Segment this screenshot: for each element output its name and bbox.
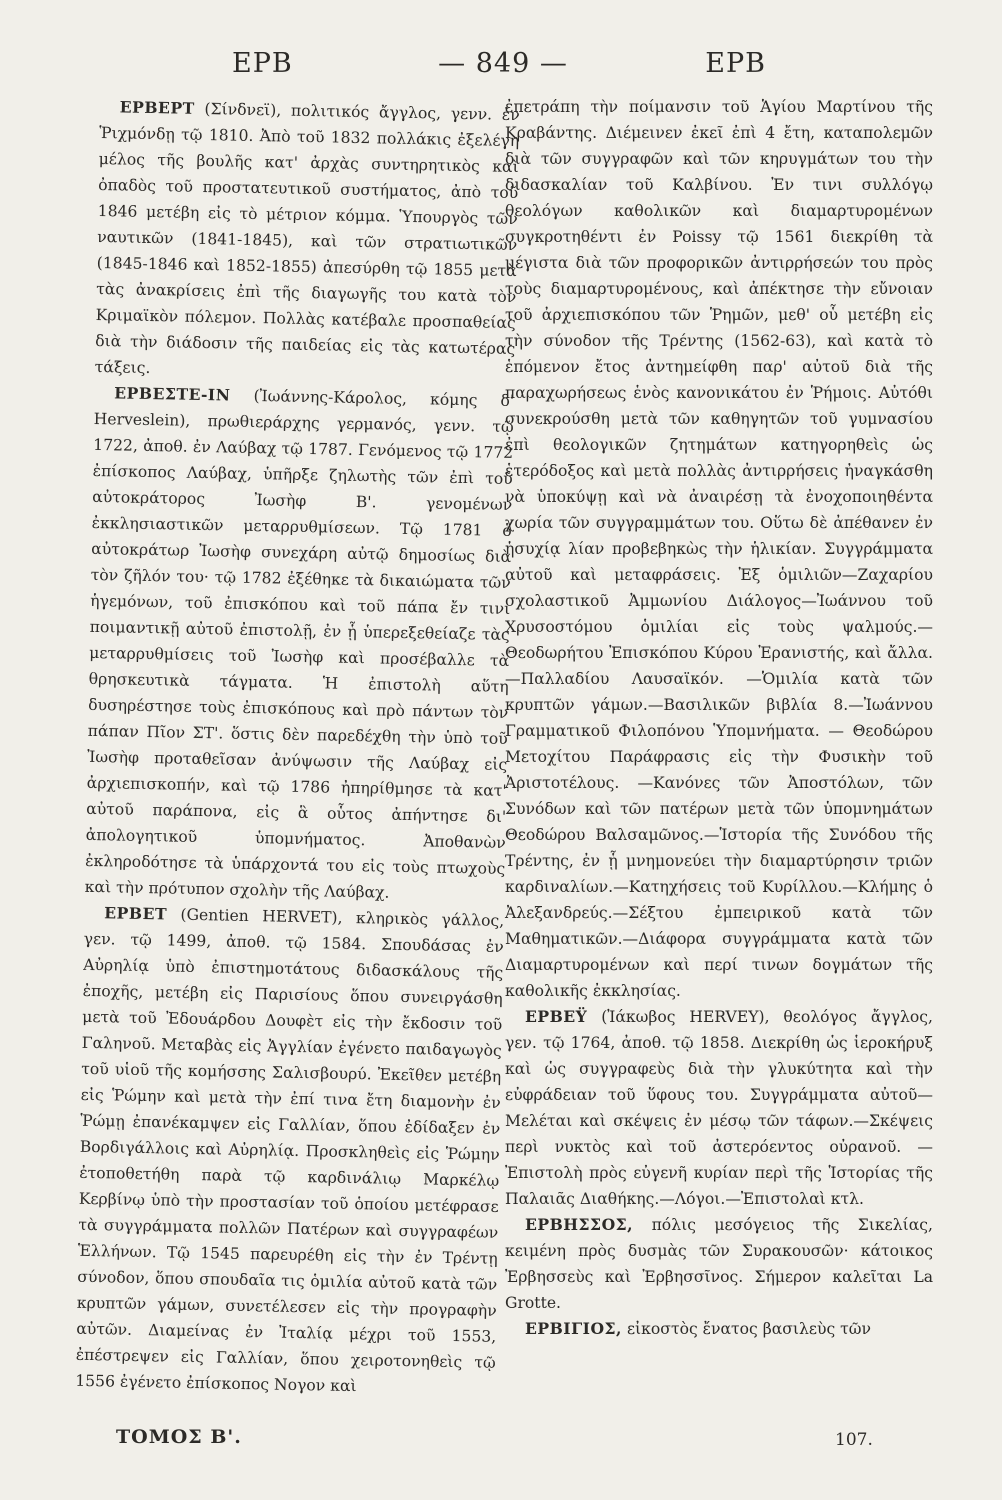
entry-headword: ΕΡΒΕΡΤ bbox=[119, 97, 195, 118]
page-number: — 849 — bbox=[438, 48, 568, 79]
running-head-left: ΕΡΒ bbox=[232, 48, 293, 79]
volume-label: ΤΟΜΟΣ Β'. bbox=[116, 1426, 242, 1448]
left-column bbox=[75, 94, 520, 1402]
running-head-right: ΕΡΒ bbox=[705, 48, 766, 79]
running-head bbox=[100, 48, 906, 88]
entry-erbert bbox=[95, 94, 520, 388]
entry-erbigios bbox=[505, 1316, 933, 1342]
entry-erbet bbox=[75, 900, 504, 1402]
entry-headword: ΕΡΒΗΣΣΟΣ, bbox=[525, 1215, 634, 1234]
entry-text: (Gentien HERVET), κληρικὸς γάλλος, γεν. τῷ 1499, ἀποθ. τῷ 1584. Σπουδάσας ἐν Αὐρηλίᾳ ὑπὸ ἐπιστημοτάτους διδασκάλους τῆς ἐποχῆς, μετέβη εἰς Παρισίους ὅπου συνειργάσθη μετὰ τοῦ Ἐδουάρδου Δουφὲτ εἰς τὴν ἔκδοσιν τοῦ Γαληνοῦ. Μεταβὰς εἰς Ἀγγλίαν ἐγένετο παιδαγωγὸς τοῦ υἱοῦ τῆς κομήσσης Σαλισβουρύ. Ἐκεῖθεν μετέβη εἰς Ῥώμην καὶ μετὰ τὴν ἐπί τινα ἔτη διαμονὴν ἐν Ῥώμῃ ἐπανέκαμψεν εἰς Γαλλίαν, ὅπου ἐδίδαξεν ἐν Βορδιγάλλοις καὶ Αὐρηλίᾳ. Προσκληθεὶς εἰς Ῥώμην ἐτοποθετήθη παρὰ τῷ καρδινάλιῳ Μαρκέλῳ Κερβίνῳ ὑπὸ τὴν προστασίαν τοῦ ὁποίου μετέφρασε τὰ συγγράμματα πολλῶν Πατέρων καὶ συγγραφέων Ἑλλήνων. Τῷ 1545 παρευρέθη εἰς τὴν ἐν Τρέντῃ σύνοδον, ὅπου σπουδαῖα τις ὁμιλία αὐτοῦ κατὰ τῶν κρυπτῶν γάμων, συνετέλεσεν εἰς τὴν προγραφὴν αὐτῶν. Διαμείνας ἐν Ἰταλίᾳ μέχρι τοῦ 1553, ἐπέστρεψεν εἰς Γαλλίαν, ὅπου χειροτονηθεὶς τῷ 1556 ἐγένετο ἐπίσκοπος Νογον καὶ bbox=[75, 905, 505, 1396]
entry-headword: ΕΡΒΙΓΙΟΣ, bbox=[525, 1319, 622, 1338]
entry-text: πόλις μεσόγειος τῆς Σικελίας, κειμένη πρὸς δυσμὰς τῶν Συρακουσῶν· κάτοικος Ἐρβησσεὺς καὶ Ἐρβησσῖνος. Σήμερον καλεῖται La Grotte. bbox=[505, 1216, 933, 1312]
entry-text: (Ἰάκωβος HERVEY), θεολόγος ἄγγλος, γεν. τῷ 1764, ἀποθ. τῷ 1858. Διεκρίθη ὡς ἱεροκήρυξ καὶ ὡς συγγραφεὺς διὰ τὴν γλυκύτητα καὶ τὴν εὐφράδειαν τοῦ ὕφους του. Συγγράμματα αὐτοῦ—Μελέται καὶ σκέψεις ἐν μέσῳ τῶν τάφων.—Σκέψεις περὶ νυκτὸς καὶ τοῦ ἀστερόεντος οὐρανοῦ. — Ἐπιστολὴ πρὸς εὐγενῆ κυρίαν περὶ τῆς Ἱστορίας τῆς Παλαιᾶς Διαθήκης.—Λόγοι.—Ἐπιστολαὶ κτλ. bbox=[505, 1008, 933, 1208]
right-column bbox=[505, 94, 933, 1342]
entry-text: ἐπετράπη τὴν ποίμανσιν τοῦ Ἁγίου Μαρτίνου τῆς Κραβάντης. Διέμεινεν ἐκεῖ ἐπὶ 4 ἔτη, καταπολεμῶν διὰ τῶν συγγραφῶν καὶ τῶν κηρυγμάτων του τὴν διδασκαλίαν τοῦ Καλβίνου. Ἐν τινι συλλόγῳ θεολόγων καθολικῶν καὶ διαμαρτυρομένων συγκροτηθέντι ἐν Poissy τῷ 1561 διεκρίθη τὰ μέγιστα διὰ τῶν προφορικῶν ἀντιρρήσεών του πρὸς τοὺς διαμαρτυρομένους, καὶ ἀπέκτησε τὴν εὔνοιαν τοῦ ἀρχιεπισκόπου τῶν Ῥημῶν, μεθ' οὗ μετέβη εἰς τὴν σύνοδον τῆς Τρέντης (1562-63), καὶ κατὰ τὸ ἑπόμενον ἔτος ἀντημείφθη παρ' αὐτοῦ διὰ τῆς παραχωρήσεως ἑνὸς κανονικάτου ἐν Ῥήμοις. Αὐτόθι συνεκρούσθη μετὰ τῶν καθηγητῶν τοῦ γυμνασίου ἐπὶ θεολογικῶν ζητημάτων κατηγορηθεὶς ὡς ἑτερόδοξος καὶ μετὰ πολλὰς ἀντιρρήσεις ἠναγκάσθη νὰ ὑποκύψῃ καὶ νὰ ἀναιρέσῃ τὰ ἐνοχοποιηθέντα χωρία τῶν συγγραμμάτων του. Οὕτω δὲ ἀπέθανεν ἐν ἡσυχίᾳ λίαν προβεβηκὼς τὴν ἡλικίαν. Συγγράμματα αὐτοῦ καὶ μεταφράσεις. Ἐξ ὁμιλιῶν—Ζαχαρίου σχολαστικοῦ Ἀμμωνίου Διάλογος—Ἰωάννου τοῦ Χρυσοστόμου ὁμιλίαι εἰς τοὺς ψαλμούς.—Θεοδωρήτου Ἐπισκόπου Κύρου Ἐρανιστής, καὶ ἄλλα.—Παλλαδίου Λαυσαϊκόν. —Ὁμιλία κατὰ τῶν κρυπτῶν γάμων.—Βασιλικῶν βιβλία 8.—Ἰωάννου Γραμματικοῦ Φιλοπόνου Ὑπομνήματα. — Θεοδώρου Μετοχίτου Παράφρασις εἰς τὴν Φυσικὴν τοῦ Ἀριστοτέλους. —Κανόνες τῶν Ἀποστόλων, τῶν Συνόδων καὶ τῶν πατέρων μετὰ τῶν ὑπομνημάτων Θεοδώρου Βαλσαμῶνος.—Ἱστορία τῆς Συνόδου τῆς Τρέντης, ἐν ᾗ μνημονεύει τὴν διαμαρτύρησιν τριῶν καρδιναλίων.—Κατηχήσεις τοῦ Κυρίλλου.—Κλήμης ὁ Ἀλεξανδρεύς.—Σέξτου ἐμπειρικοῦ κατὰ τῶν Μαθηματικῶν.—Διάφορα συγγράμματα κατὰ τῶν Διαμαρτυρομένων καὶ περί τινων δογμάτων τῆς καθολικῆς ἐκκλησίας. bbox=[505, 98, 933, 1000]
entry-erbey bbox=[505, 1004, 933, 1212]
entry-erbeste-in bbox=[85, 380, 515, 908]
entry-text: εἰκοστὸς ἔνατος βασιλεὺς τῶν bbox=[626, 1320, 871, 1338]
entry-headword: ΕΡΒΕΤ bbox=[104, 903, 168, 924]
entry-headword: ΕΡΒΕΣΤΕ-ΙΝ bbox=[114, 383, 231, 405]
entry-headword: ΕΡΒΕΫ bbox=[525, 1007, 588, 1026]
entry-erbessos bbox=[505, 1212, 933, 1316]
entry-text: (Σίνδνεϊ), πολιτικός ἄγγλος, γενν. ἐν Ῥιχμόνδῃ τῷ 1810. Ἀπὸ τοῦ 1832 πολλάκις ἐξελέγη μέλος τῆς βουλῆς κατ' ἀρχὰς συντηρητικὸς καὶ ὀπαδὸς τοῦ προστατευτικοῦ συστήματος, ἀπὸ τοῦ 1846 μετέβη εἰς τὸ μέτριον κόμμα. Ὑπουργὸς τῶν ναυτικῶν (1841-1845), καὶ τῶν στρατιωτικῶν (1845-1846 καὶ 1852-1855) ἀπεσύρθη τῷ 1855 μετὰ τὰς ἀνακρίσεις ἐπὶ τῆς διαγωγῆς του κατὰ τὸν Κριμαϊκὸν πόλεμον. Πολλὰς κατέβαλε προσπαθείας διὰ τὴν διάδοσιν τῆς παιδείας εἰς τὰς κατωτέρας τάξεις. bbox=[94, 100, 520, 378]
entry-text: (Ἰωάννης-Κάρολος, κόμης δ' Herveslein), πρωθιεράρχης γερμανός, γενν. τῷ 1722, ἀποθ. ἐν Λαύβαχ τῷ 1787. Γενόμενος τῷ 1772 ἐπίσκοπος Λαύβαχ, ὑπῆρξε ζηλωτὴς τῶν ἐπὶ τοῦ αὐτοκράτορος Ἰωσὴφ Β'. γενομένων ἐκκλησιαστικῶν μεταρρυθμίσεων. Τῷ 1781 ὁ αὐτοκράτωρ Ἰωσὴφ συνεχάρη αὐτῷ δημοσίως διὰ τὸν ζῆλόν του· τῷ 1782 ἐξέθηκε τὰ δικαιώματα τῶν ἡγεμόνων, τοῦ ἐπισκόπου καὶ τοῦ πάπα ἔν τινι ποιμαντικῇ αὐτοῦ ἐπιστολῇ, ἐν ᾗ ὑπερεξεθείαζε τὰς μεταρρυθμίσεις τοῦ Ἰωσὴφ καὶ προσέβαλλε τὰ θρησκευτικὰ τάγματα. Ἡ ἐπιστολὴ αὕτη δυσηρέστησε τοὺς ἐπισκόπους καὶ πρὸ πάντων τὸν πάπαν Πῖον ΣΤ'. ὅστις δὲν παρεδέχθη τὴν ὑπὸ τοῦ Ἰωσὴφ προταθεῖσαν ἀνύψωσιν τῆς Λαύβαχ εἰς ἀρχιεπισκοπήν, καὶ τῷ 1786 ἠπηρίθμησε τὰ κατ' αὐτοῦ παράπονα, εἰς ἃ οὗτος ἀπήντησε δι' ἀπολογητικοῦ ὑπομνήματος. Ἀποθανὼν ἐκληροδότησε τὰ ὑπάρχοντά του εἰς τοὺς πτωχοὺς καὶ τὴν πρότυπον σχολὴν τῆς Λαύβαχ. bbox=[84, 387, 515, 902]
signature-mark: 107. bbox=[835, 1430, 873, 1450]
entry-erbet-continued bbox=[505, 94, 933, 1004]
